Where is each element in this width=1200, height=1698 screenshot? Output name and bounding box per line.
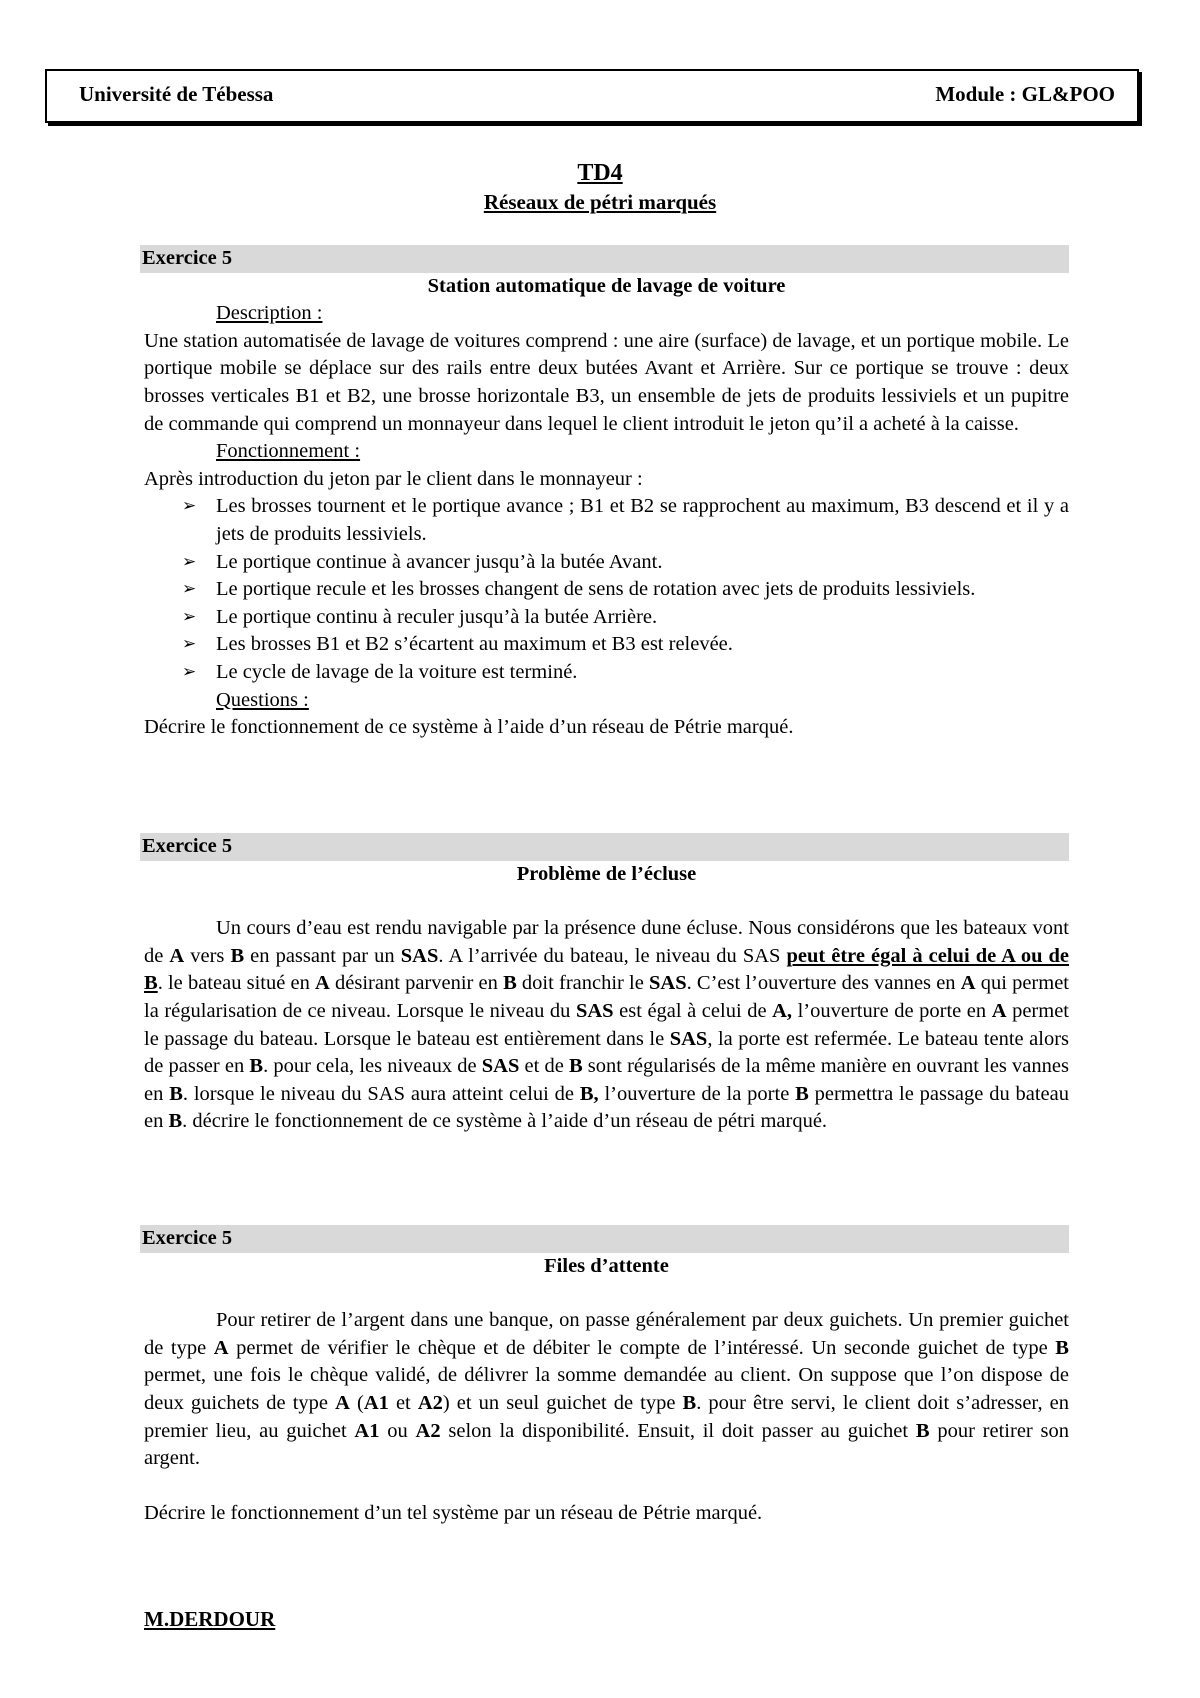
step-text: Le portique continue à avancer jusqu’à la butée Avant. [216, 550, 663, 573]
list-item [144, 549, 1069, 577]
module-name: Module : GL&POO [935, 82, 1115, 106]
exercise-2-label: Exercice 5 [140, 833, 1069, 861]
questions-text: Décrire le fonctionnement de ce système à l’aide d’un réseau de Pétrie marqué. [144, 716, 794, 739]
arrow-bullet-icon: ➢ [182, 606, 197, 627]
header-box [45, 69, 1139, 123]
exercise-1 [144, 245, 1069, 742]
step-text: Les brosses B1 et B2 s’écartent au maximum et B3 est relevée. [216, 633, 733, 656]
exercise-2-title: Problème de l’écluse [516, 862, 697, 885]
exercise-3-paragraph: Pour retirer de l’argent dans une banque, on passe généralement par deux guichets. Un premier guichet de type A permet de vérifier le chèque et de débiter le compte de l’intéressé. Un seconde guichet de type B permet, une fois le chèque validé, de délivrer la somme demandée au client. On suppose que l’on dispose de deux guichets de type A (A1 et A2) et un seul guichet de type B. pour être servi, le client doit s’adresser, en premier lieu, au guichet A1 ou A2 selon la disponibilité. Ensuit, il doit passer au guichet B pour retirer son argent. [144, 1309, 1069, 1470]
exercise-3-title: Files d’attente [544, 1254, 669, 1277]
step-text: Le portique recule et les brosses changent de sens de rotation avec jets de produits lessiviels. [216, 578, 976, 601]
page-title: TD4 [577, 160, 623, 186]
exercise-3-conclusion: Décrire le fonctionnement d’un tel système par un réseau de Pétrie marqué. [144, 1501, 763, 1524]
exercise-1-title: Station automatique de lavage de voiture [427, 274, 786, 297]
university-name: Université de Tébessa [79, 82, 274, 106]
exercise-1-label: Exercice 5 [140, 245, 1069, 273]
arrow-bullet-icon: ➢ [182, 634, 197, 655]
questions-label: Questions : [216, 688, 309, 711]
list-item [144, 576, 1069, 604]
list-item [144, 493, 1069, 548]
author-name: M.DERDOUR [144, 1607, 276, 1631]
exercise-3 [144, 1225, 1069, 1527]
list-item [144, 604, 1069, 632]
arrow-bullet-icon: ➢ [182, 496, 197, 517]
arrow-bullet-icon: ➢ [182, 551, 197, 572]
exercise-2-paragraph: Un cours d’eau est rendu navigable par la présence dune écluse. Nous considérons que les bateaux vont de A vers B en passant par un SAS. A l’arrivée du bateau, le niveau du SAS peut être égal à celui de A ou de B. le bateau situé en A désirant parvenir en B doit franchir le SAS. C’est l’ouverture des vannes en A qui permet la régularisation de ce niveau. Lorsque le niveau du SAS est égal à celui de A, l’ouverture de porte en A permet le passage du bateau. Lorsque le bateau est entièrement dans le SAS, la porte est refermée. Le bateau tente alors de passer en B. pour cela, les niveaux de SAS et de B sont régularisés de la même manière en ouvrant les vannes en B. lorsque le niveau du SAS aura atteint celui de B, l’ouverture de la porte B permettra le passage du bateau en B. décrire le fonctionnement de ce système à l’aide d’un réseau de pétri marqué. [144, 917, 1070, 1133]
list-item [144, 631, 1069, 659]
step-text: Les brosses tournent et le portique avance ; B1 et B2 se rapprochent au maximum, B3 descend et il y a jets de produits lessiviels. [216, 495, 1069, 545]
arrow-bullet-icon: ➢ [182, 579, 197, 600]
step-text: Le portique continu à reculer jusqu’à la butée Arrière. [216, 605, 658, 628]
fonctionnement-intro: Après introduction du jeton par le client dans le monnayeur : [144, 467, 643, 490]
page-subtitle: Réseaux de pétri marqués [483, 190, 717, 214]
description-label: Description : [216, 302, 323, 325]
steps-list [144, 493, 1069, 686]
fonctionnement-label: Fonctionnement : [216, 440, 361, 463]
description-text: Une station automatisée de lavage de voitures comprend : une aire (surface) de lavage, et un portique mobile. Le portique mobile se déplace sur des rails entre deux butées Avant et Arrière. Sur ce portique se trouve : deux brosses verticales B1 et B2, une brosse horizontale B3, un ensemble de jets de produits lessiviels et un pupitre de commande qui comprend un monnayeur dans lequel le client introduit le jeton qu’il a acheté à la caisse. [144, 329, 1069, 435]
exercise-3-label: Exercice 5 [140, 1225, 1069, 1253]
step-text: Le cycle de lavage de la voiture est terminé. [216, 660, 578, 683]
exercise-2 [144, 833, 1069, 1136]
arrow-bullet-icon: ➢ [182, 661, 197, 682]
list-item [144, 659, 1069, 687]
